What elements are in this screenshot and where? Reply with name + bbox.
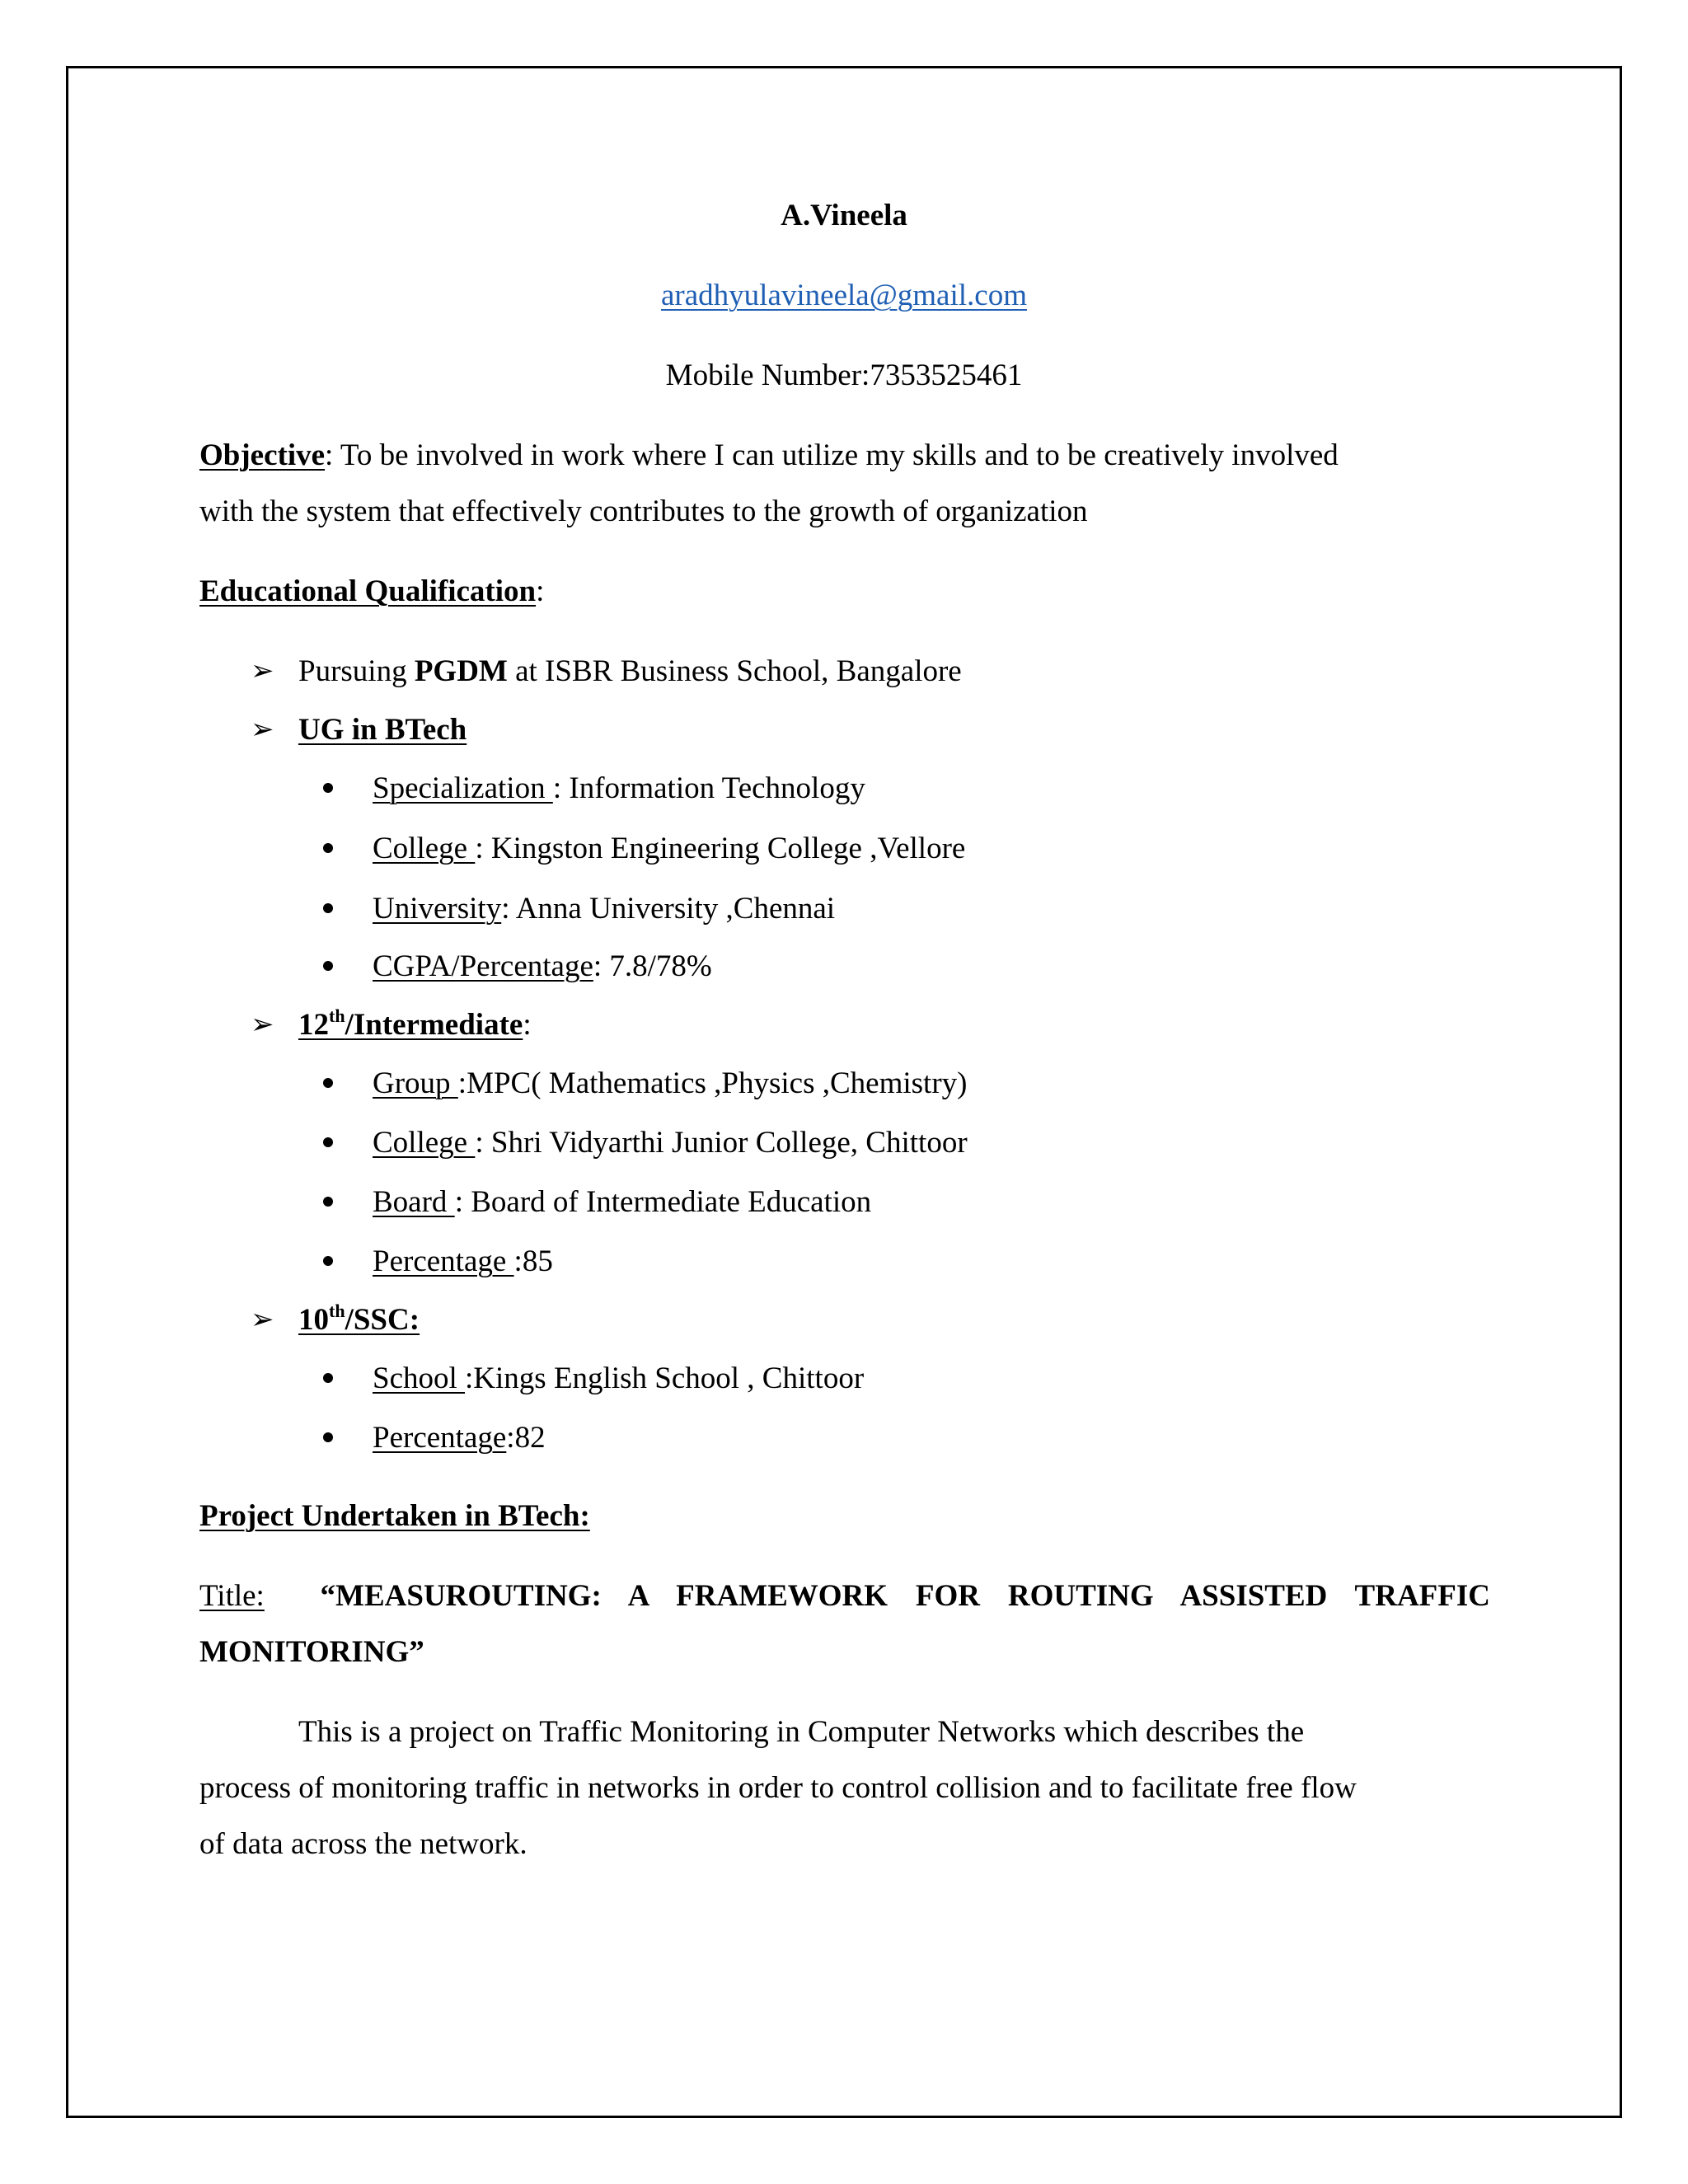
arrow-bullet-icon: ➢: [251, 656, 274, 687]
project-description-line-2: process of monitoring traffic in networks in order to control collision and to facilitate free flow: [199, 1771, 1357, 1805]
project-title-label: Title:: [199, 1579, 265, 1613]
bullet-dot-icon: [323, 903, 333, 913]
objective-line-2: with the system that effectively contributes to the growth of organization: [199, 494, 1088, 528]
bullet-dot-icon: [323, 843, 333, 853]
project-description-line-3: of data across the network.: [199, 1827, 528, 1861]
inter-board: Board : Board of Intermediate Education: [373, 1185, 872, 1219]
arrow-bullet-icon: ➢: [251, 715, 274, 745]
bullet-dot-icon: [323, 1197, 333, 1207]
email-link[interactable]: aradhyulavineela@gmail.com: [661, 279, 1027, 312]
ug-college: College : Kingston Engineering College ,Vellore: [373, 832, 966, 865]
ug-heading: UG in BTech: [298, 713, 467, 747]
intermediate-heading: 12th/Intermediate:: [298, 1005, 532, 1042]
ssc-percentage: Percentage:82: [373, 1421, 546, 1455]
bullet-dot-icon: [323, 1432, 333, 1442]
project-heading: Project Undertaken in BTech:: [199, 1499, 590, 1533]
inter-college: College : Shri Vidyarthi Junior College, Chittoor: [373, 1126, 968, 1160]
pgdm-line: Pursuing PGDM at ISBR Business School, Bangalore: [298, 654, 962, 688]
bullet-dot-icon: [323, 1256, 333, 1266]
bullet-dot-icon: [323, 1137, 333, 1147]
arrow-bullet-icon: ➢: [251, 1010, 274, 1040]
ug-university: University: Anna University ,Chennai: [373, 892, 836, 926]
inter-percentage: Percentage :85: [373, 1244, 553, 1278]
ssc-school: School :Kings English School , Chittoor: [373, 1361, 865, 1395]
bullet-dot-icon: [323, 1078, 333, 1088]
arrow-bullet-icon: ➢: [251, 1305, 274, 1335]
objective-label: Objective: [199, 438, 326, 472]
project-title-line-2: MONITORING”: [199, 1635, 424, 1669]
inter-group: Group :MPC( Mathematics ,Physics ,Chemistry): [373, 1066, 968, 1100]
ug-specialization: Specialization : Information Technology: [373, 771, 865, 805]
objective-line-1: Objective: To be involved in work where I can utilize my skills and to be creatively involved: [199, 438, 1339, 472]
ssc-heading: 10th/SSC:: [298, 1300, 420, 1337]
bullet-dot-icon: [323, 961, 333, 971]
candidate-name: A.Vineela: [781, 199, 907, 232]
bullet-dot-icon: [323, 783, 333, 793]
education-heading: Educational Qualification:: [199, 574, 545, 608]
email-line: [0, 278, 1688, 314]
mobile-number: Mobile Number:7353525461: [665, 359, 1023, 392]
project-title-line-1: Title: “MEASUROUTING: A FRAMEWORK FOR ROUTING ASSISTED TRAFFIC: [199, 1579, 1491, 1613]
bullet-dot-icon: [323, 1373, 333, 1383]
ug-cgpa: CGPA/Percentage: 7.8/78%: [373, 949, 712, 983]
project-description-line-1: This is a project on Traffic Monitoring in Computer Networks which describes the: [298, 1715, 1305, 1749]
